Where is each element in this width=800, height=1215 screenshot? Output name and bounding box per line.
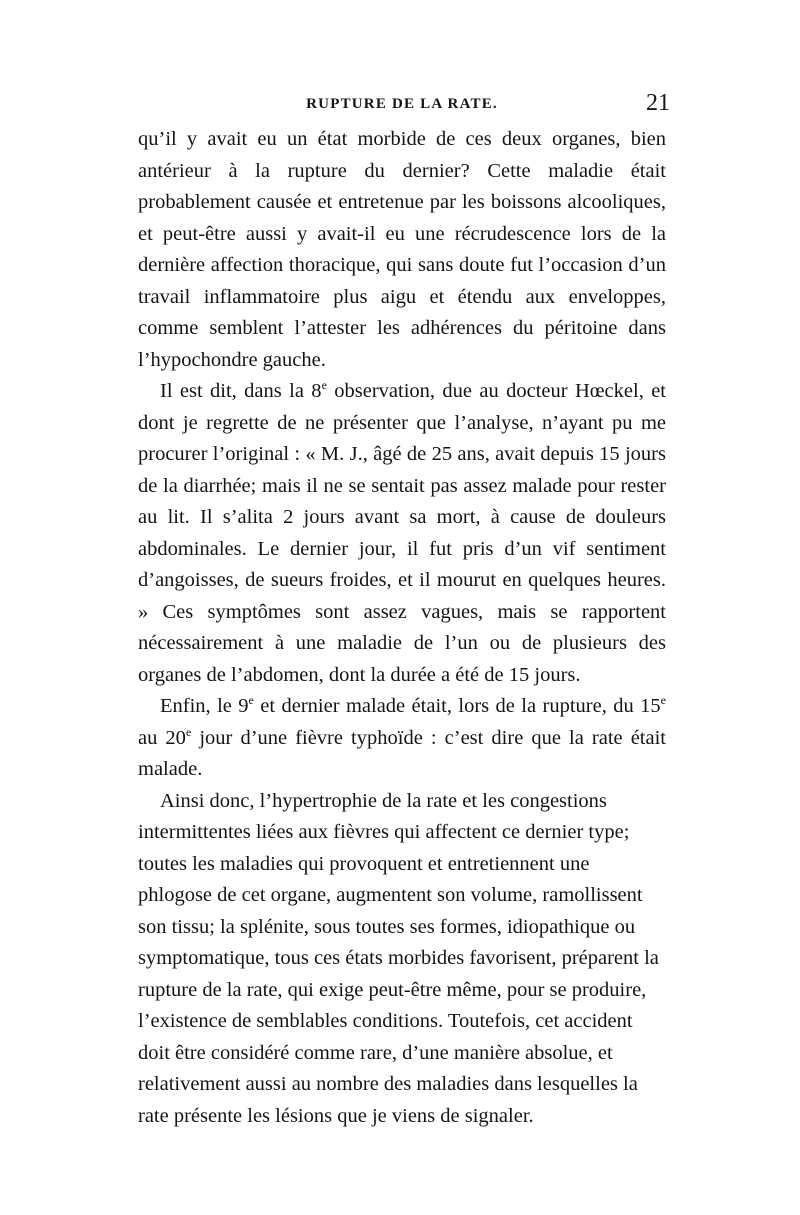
paragraph-observation-9 bbox=[138, 691, 666, 786]
superscript: e bbox=[321, 378, 327, 392]
paragraph-text: Il est dit, dans la 8 bbox=[160, 380, 322, 402]
paragraph-text: au 20 bbox=[138, 726, 186, 749]
paragraph-observation-8 bbox=[138, 376, 666, 691]
paragraph-text: observation, due au docteur Hœckel, et dont je regrette de ne présenter que l’analyse, n’ayant pu me procurer l’original : « M. J., âgé de 25 ans, avait depuis 15 jours de la diarrhée; mais il ne se sentait pas assez malade pour rester au lit. Il s’alita 2 jours avant sa mort, à cause de douleurs abdominales. Le dernier jour, il fut pris d’un vif sentiment d’angoisses, de sueurs froides, et il mourut en quelques heures. » Ces symptômes sont assez vagues, mais se rapportent nécessairement à une maladie de l’un ou de plusieurs des organes de l’abdomen, dont la durée a été de 15 jours. bbox=[138, 380, 666, 686]
body-text bbox=[138, 124, 666, 1132]
paragraph-text: jour d’une fièvre typhoïde : c’est dire que la rate était malade. bbox=[138, 726, 666, 780]
running-title: RUPTURE DE LA RATE. bbox=[306, 96, 498, 112]
superscript: e bbox=[248, 693, 254, 707]
paragraph-conclusion: Ainsi donc, l’hypertrophie de la rate et les congestions intermittentes liées aux fièvres qui affectent ce dernier type; toutes les maladies qui provoquent et entretiennent une phlogose de cet organe, augmentent son volume, ramollissent son tissu; la splénite, sous toutes ses formes, idiopathique ou symptomatique, tous ces états morbides favorisent, préparent la rupture de la rate, qui exige peut-être même, pour se produire, l’existence de semblables conditions. Toutefois, cet accident doit être considéré comme rare, d’une manière absolue, et relativement aussi au nombre des maladies dans lesquelles la rate présente les lésions que je viens de signaler. bbox=[138, 789, 659, 1127]
superscript: e bbox=[185, 724, 192, 739]
book-page bbox=[138, 90, 670, 1132]
paragraph-text: et dernier malade était, lors de la rupture, du 15 bbox=[253, 695, 661, 717]
paragraph-continuation: qu’il y avait eu un état morbide de ces deux organes, bien antérieur à la rupture du dernier? Cette maladie était probablement causée et entretenue par les boissons alcooliques, et peut-être aussi y avait-il eu une récrudescence lors de la dernière affection thoracique, qui sans doute fut l’occasion d’un travail inflammatoire plus aigu et étendu aux enveloppes, comme semblent l’attester les adhérences du péritoine dans l’hypochondre gauche. bbox=[138, 128, 666, 371]
paragraph-text: Enfin, le 9 bbox=[160, 695, 249, 717]
superscript: e bbox=[660, 693, 666, 707]
running-head bbox=[138, 90, 670, 124]
page-number: 21 bbox=[646, 90, 670, 116]
